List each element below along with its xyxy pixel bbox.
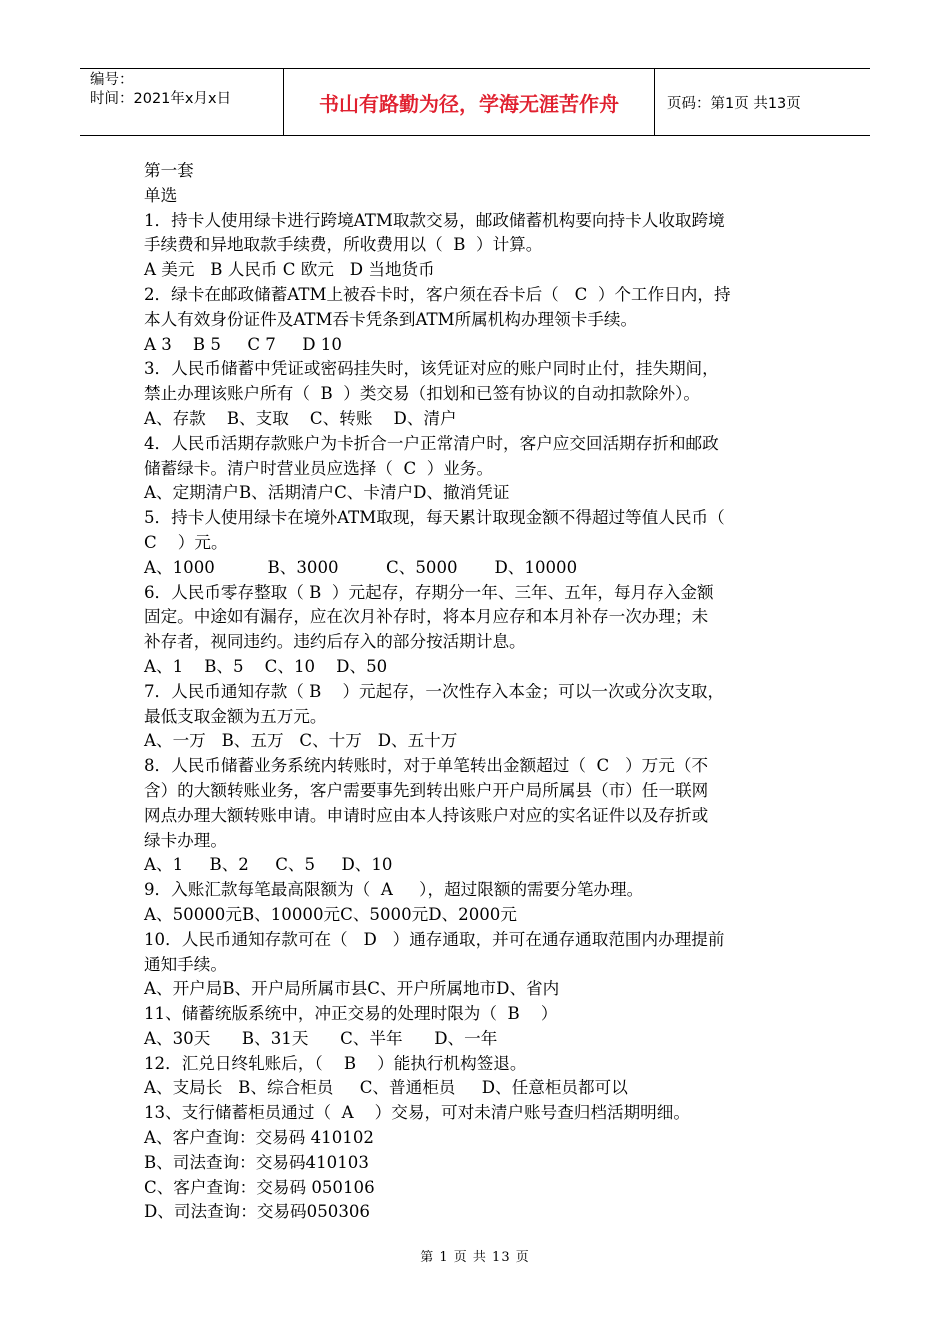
document-date: 时间：2021年x月x日 — [90, 91, 232, 107]
text-line: 12．汇兑日终轧账后，（ B ）能执行机构签退。 — [144, 1053, 527, 1073]
text-line: A、客户查询：交易码 410102 — [144, 1128, 374, 1148]
text-line: 手续费和异地取款手续费，所收费用以（ B ）计算。 — [144, 235, 543, 255]
text-line: 禁止办理该账户所有（ B ）类交易（扣划和已签有协议的自动扣款除外）。 — [144, 384, 700, 404]
text-line: 储蓄绿卡。清户时营业员应选择（ C ）业务。 — [144, 458, 494, 478]
text-line: 2．绿卡在邮政储蓄ATM上被吞卡时，客户须在吞卡后（ C ）个工作日内，持 — [144, 284, 731, 304]
page-footer: 第 1 页 共 13 页 — [420, 1250, 530, 1265]
text-line: 8．人民币储蓄业务系统内转账时，对于单笔转出金额超过（ C ）万元（不 — [144, 756, 709, 776]
text-line: 第一套 — [144, 161, 194, 180]
text-line: 绿卡办理。 — [144, 830, 227, 850]
text-line: A 3 B 5 C 7 D 10 — [144, 334, 342, 354]
text-line: 补存者，视同违约。违约后存入的部分按活期计息。 — [144, 632, 526, 652]
text-line: A、1 B、2 C、5 D、10 — [144, 855, 393, 875]
text-line: A、1 B、5 C、10 D、50 — [144, 656, 388, 676]
text-line: 10．人民币通知存款可在（ D ）通存通取，并可在通存通取范围内办理提前 — [144, 929, 725, 949]
text-line: 通知手续。 — [144, 954, 227, 974]
text-line: 1．持卡人使用绿卡进行跨境ATM取款交易，邮政储蓄机构要向持卡人收取跨境 — [144, 210, 725, 230]
text-line: 5．持卡人使用绿卡在境外ATM取现，每天累计取现金额不得超过等值人民币（ — [144, 508, 725, 528]
text-line: 网点办理大额转账申请。申请时应由本人持该账户对应的实名证件以及存折或 — [144, 805, 709, 825]
document-number: 编号： — [90, 72, 134, 88]
text-line: 11、储蓄统版系统中，冲正交易的处理时限为（ B ） — [144, 1004, 558, 1024]
header-page-info: 页码：第1页 共13页 — [667, 95, 801, 112]
text-line: C、客户查询：交易码 050106 — [144, 1177, 375, 1197]
text-line: 13、支行储蓄柜员通过（ A ）交易，可对未清户账号查归档活期明细。 — [144, 1103, 690, 1123]
text-line: 单选 — [144, 185, 178, 205]
text-line: B、司法查询：交易码410103 — [144, 1152, 369, 1172]
text-line: 4．人民币活期存款账户为卡折合一户正常清户时，客户应交回活期存折和邮政 — [144, 433, 719, 453]
text-line: 本人有效身份证件及ATM吞卡凭条到ATM所属机构办理领卡手续。 — [144, 309, 638, 329]
text-line: C ）元。 — [144, 532, 228, 552]
text-line: A、开户局B、开户局所属市县C、开户所属地市D、省内 — [144, 979, 560, 999]
text-line: A、30天 B、31天 C、半年 D、一年 — [144, 1028, 498, 1048]
header-motto: 书山有路勤为径，学海无涯苦作舟 — [283, 69, 655, 135]
header-meta — [80, 69, 283, 135]
text-line: A、50000元B、10000元C、5000元D、2000元 — [144, 904, 517, 924]
text-line: A、支局长 B、综合柜员 C、普通柜员 D、任意柜员都可以 — [144, 1078, 628, 1098]
text-line: A、定期清户B、活期清户C、卡清户D、撤消凭证 — [144, 483, 510, 503]
text-line: 最低支取金额为五万元。 — [144, 706, 327, 726]
text-line: D、司法查询：交易码050306 — [144, 1202, 370, 1222]
document-body — [144, 159, 814, 1225]
text-line: 6．人民币零存整取（ B ）元起存，存期分一年、三年、五年，每月存入金额 — [144, 582, 714, 602]
page-header — [80, 68, 870, 136]
text-line: 7．人民币通知存款（ B ）元起存，一次性存入本金；可以一次或分次支取， — [144, 681, 725, 701]
text-line: 9．入账汇款每笔最高限额为（ A ），超过限额的需要分笔办理。 — [144, 880, 644, 900]
text-line: 含）的大额转账业务，客户需要事先到转出账户开户局所属县（市）任一联网 — [144, 780, 709, 800]
text-line: A、一万 B、五万 C、十万 D、五十万 — [144, 731, 458, 751]
text-line: A、存款 B、支取 C、转账 D、清户 — [144, 408, 457, 428]
text-line: 3．人民币储蓄中凭证或密码挂失时，该凭证对应的账户同时止付，挂失期间， — [144, 359, 719, 379]
text-line: A 美元 B 人民币 C 欧元 D 当地货币 — [144, 260, 435, 280]
text-line: 固定。中途如有漏存，应在次月补存时，将本月应存和本月补存一次办理；未 — [144, 607, 709, 627]
text-line: A、1000 B、3000 C、5000 D、10000 — [144, 557, 578, 577]
